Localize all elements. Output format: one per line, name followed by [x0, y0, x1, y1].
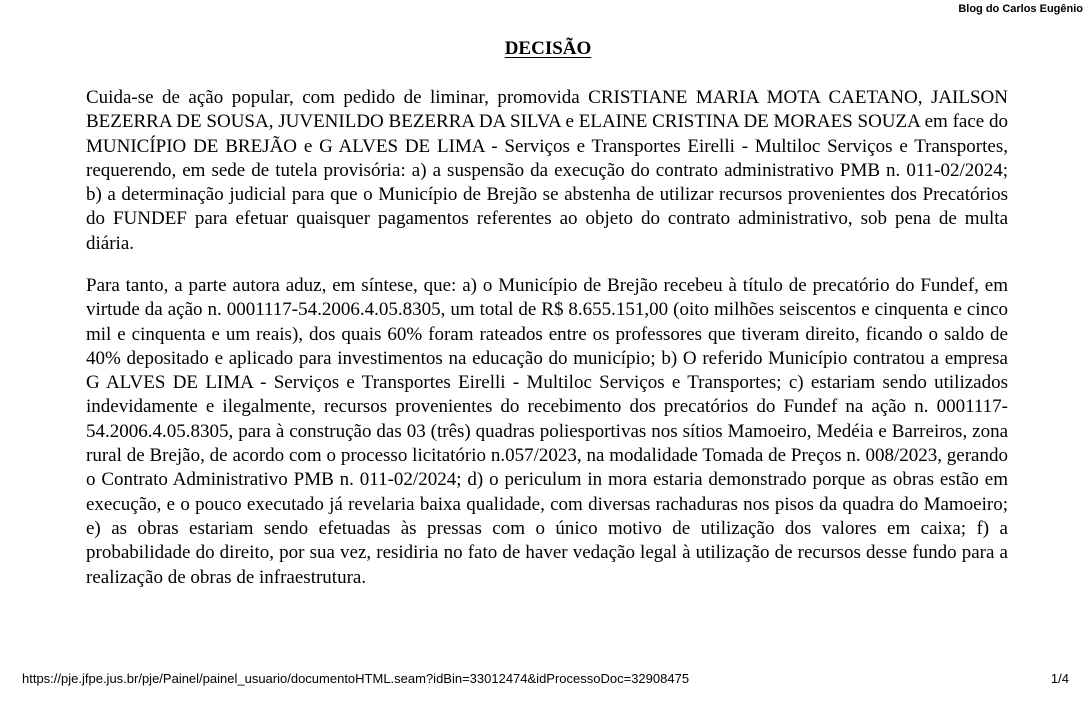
paragraph-intro: Cuida-se de ação popular, com pedido de liminar, promovida CRISTIANE MARIA MOTA CAETANO, JAILSON BEZERRA DE SOUSA, JUVENILDO BEZERRA DA SILVA e ELAINE CRISTINA DE MORAES SOUZA em face do MUNICÍPIO DE BREJÃO e G ALVES DE LIMA - Serviços e Transportes Eirelli - Multiloc Serviços e Transportes, requerendo, em sede de tutela provisória: a) a suspensão da execução do contrato administrativo PMB n. 011-02/2024; b) a determinação judicial para que o Município de Brejão se abstenha de utilizar recursos provenientes dos Precatórios do FUNDEF para efetuar quaisquer pagamentos referentes ao objeto do contrato administrativo, sob pena de multa diária. — [86, 87, 1008, 254]
paragraph-claims: Para tanto, a parte autora aduz, em síntese, que: a) o Município de Brejão recebeu à título de precatório do Fundef, em virtude da ação n. 0001117-54.2006.4.05.8305, um total de R$ 8.655.151,00 (oito milhões seiscentos e cinquenta e cinco mil e cinquenta e um reais), dos quais 60% foram rateados entre os professores que tiveram direito, ficando o saldo de 40% depositado e aplicado para investimentos na educação do município; b) O referido Município contratou a empresa G ALVES DE LIMA - Serviços e Transportes Eirelli - Multiloc Serviços e Transportes; c) estariam sendo utilizados indevidamente e ilegalmente, recursos provenientes do recebimento dos precatórios do Fundef na ação n. 0001117-54.2006.4.05.8305, para à construção das 03 (três) quadras poliesportivas nos sítios Mamoeiro, Medéia e Barreiros, zona rural de Brejão, de acordo com o processo licitatório n.057/2023, na modalidade Tomada de Preços n. 008/2023, gerando o Contrato Administrativo PMB n. 011-02/2024; d) o periculum in mora estaria demonstrado porque as obras estão em execução, e o pouco executado já revelaria baixa qualidade, com diversas rachaduras nos pisos da quadra do Mamoeiro; e) as obras estariam sendo efetuadas às pressas com o único motivo de utilização dos valores em caixa; f) a probabilidade do direito, por sua vez, residiria no fato de haver vedação legal à utilização de recursos desse fundo para a realização de obras de infraestrutura. — [86, 275, 1008, 588]
footer-document-url: https://pje.jfpe.jus.br/pje/Painel/painel_usuario/documentoHTML.seam?idBin=33012474&idProcessoDoc=32908475 — [22, 671, 690, 686]
page-number: 1/4 — [1050, 671, 1069, 686]
document-title: DECISÃO — [504, 38, 592, 59]
blog-watermark: Blog do Carlos Eugênio — [958, 3, 1083, 15]
